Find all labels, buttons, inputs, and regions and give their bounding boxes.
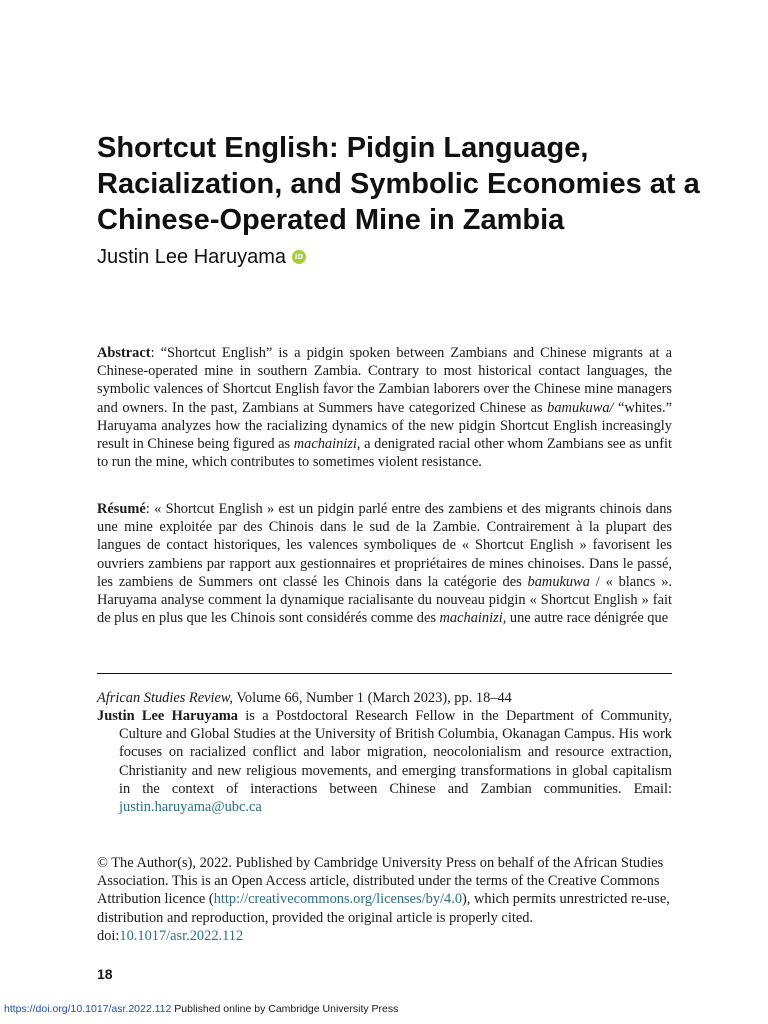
resume (97, 500, 672, 627)
resume-text-3: , une autre race dénigrée que (502, 610, 669, 627)
license-statement (97, 854, 672, 945)
resume-text-1: : « Shortcut English » est un pidgin parlé entre des zambiens et des migrants chinois dans une mine exploitée par des Chinois dans le sud de la Zambie. Contrairement à la plupart des langues de contact historiques, les valences symboliques de « Shortcut English » favorisent les ouvriers zambiens par rapport aux gestionnaires et propriétaires de mines chinoises. Dans le passé, les zambiens de Summers ont classé les Chinois dans la catégorie des (97, 501, 672, 590)
journal-name: African Studies Review, (97, 690, 234, 706)
page-footer (4, 1003, 398, 1015)
author-line (97, 244, 306, 270)
license-text-2: ), which permits unrestricted re-use, distribution and reproduction, provided the original article is properly cited. (97, 891, 670, 926)
resume-label: Résumé (97, 501, 146, 517)
abstract-text-2: “whites.” Haruyama analyzes how the racializing dynamics of the new pidgin Shortcut English increasingly result in Chinese being figured as (97, 399, 673, 453)
article-title: Shortcut English: Pidgin Language, Racialization, and Symbolic Economies at a Chinese-Operated Mine in Zambia (97, 132, 700, 236)
journal-details: Volume 66, Number 1 (March 2023), pp. 18–44 (233, 690, 512, 706)
journal-citation (97, 689, 672, 707)
license-text-1: © The Author(s), 2022. Published by Cambridge University Press on behalf of the African Studies Association. This is an Open Access article, distributed under the terms of the Creative Commons Attribution licence ( (97, 855, 664, 908)
abstract (97, 344, 672, 471)
abstract-term-1: bamukuwa/ (547, 399, 614, 416)
bio-text: is a Postdoctoral Research Fellow in the Department of Community, Culture and Global Studies at the University of British Columbia, Okanagan Campus. His work focuses on racialized conflict and labor migration, neocolonialism and resource extraction, Christianity and new religious movements, and emerging transformations in global capitalism in the context of interactions between Chinese and Zambian communities. Email: (119, 708, 673, 797)
license-url-link[interactable]: http://creativecommons.org/licenses/by/4.0 (213, 891, 463, 908)
bio-name: Justin Lee Haruyama (97, 708, 238, 724)
abstract-text-1: : “Shortcut English” is a pidgin spoken between Zambians and Chinese migrants at a Chinese-operated mine in southern Zambia. Contrary to most historical contact languages, the symbolic valences of Shortcut English favor the Zambian laborers over the Chinese mine managers and owners. In the past, Zambians at Summers have categorized Chinese as (97, 345, 672, 416)
footer-doi-link[interactable]: https://doi.org/10.1017/asr.2022.112 (4, 1003, 172, 1015)
email-link[interactable]: justin.haruyama@ubc.ca (119, 799, 262, 816)
footnote-divider (97, 673, 672, 674)
abstract-label: Abstract (97, 345, 151, 361)
doi-label: doi: (97, 927, 120, 944)
resume-term-2: machainizi (439, 610, 503, 627)
footer-published: Published online by Cambridge University Press (171, 1003, 399, 1015)
page-number: 18 (97, 966, 113, 982)
author-bio (97, 707, 672, 816)
orcid-icon[interactable]: iD (292, 250, 306, 264)
abstract-text-3: , a denigrated racial other whom Zambians see as unfit to run the mine, which contributes to sometimes violent resistance. (97, 436, 672, 471)
resume-term-1: bamukuwa (527, 573, 590, 590)
abstract-term-2: machainizi (293, 436, 357, 453)
resume-text-2: / « blancs ». Haruyama analyse comment la dynamique racialisante du nouveau pidgin « Shortcut English » fait de plus en plus que les Chinois sont considérés comme des (97, 573, 672, 627)
author-name: Justin Lee Haruyama (97, 246, 286, 268)
doi-link[interactable]: 10.1017/asr.2022.112 (119, 927, 244, 944)
